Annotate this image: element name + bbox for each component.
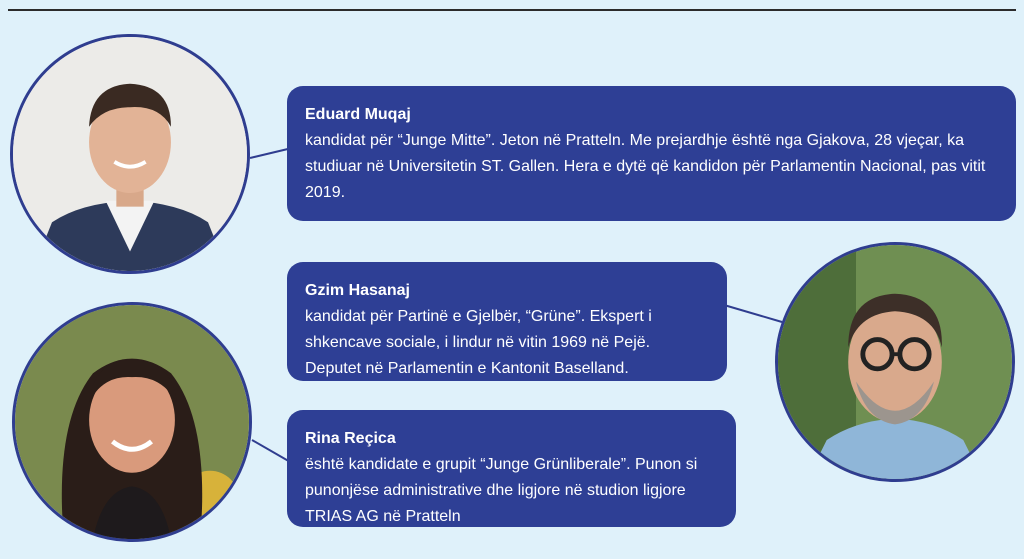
rina-name: Rina Reçica xyxy=(305,430,396,447)
eduard-name: Eduard Muqaj xyxy=(305,106,411,123)
connector-gzim xyxy=(724,305,782,322)
eduard-bio: kandidat për “Junge Mitte”. Jeton në Pratteln. Me prejardhje është nga Gjakova, 28 vjeçar, ka studiuar në Universitetin ST. Gallen. Hera e dytë që kandidon për Parlamentin Nacional, pas vitit 2019. xyxy=(305,132,986,201)
rina-photo xyxy=(12,302,252,542)
eduard-photo xyxy=(10,34,250,274)
gzim-photo xyxy=(775,242,1015,482)
rina-card xyxy=(287,410,736,527)
eduard-card xyxy=(287,86,1016,221)
connector-rina xyxy=(252,440,292,463)
connector-eduard xyxy=(250,148,292,158)
rina-bio: është kandidate e grupit “Junge Grünliberale”. Punon si punonjëse administrative dhe ligjore në studion ligjore TRIAS AG në Pratteln xyxy=(305,456,698,525)
gzim-name: Gzim Hasanaj xyxy=(305,282,410,299)
gzim-bio: kandidat për Partinë e Gjelbër, “Grüne”. Ekspert i shkencave sociale, i lindur në vitin 1969 në Pejë. Deputet në Parlamentin e Kantonit Baselland. xyxy=(305,308,652,377)
gzim-card xyxy=(287,262,727,381)
